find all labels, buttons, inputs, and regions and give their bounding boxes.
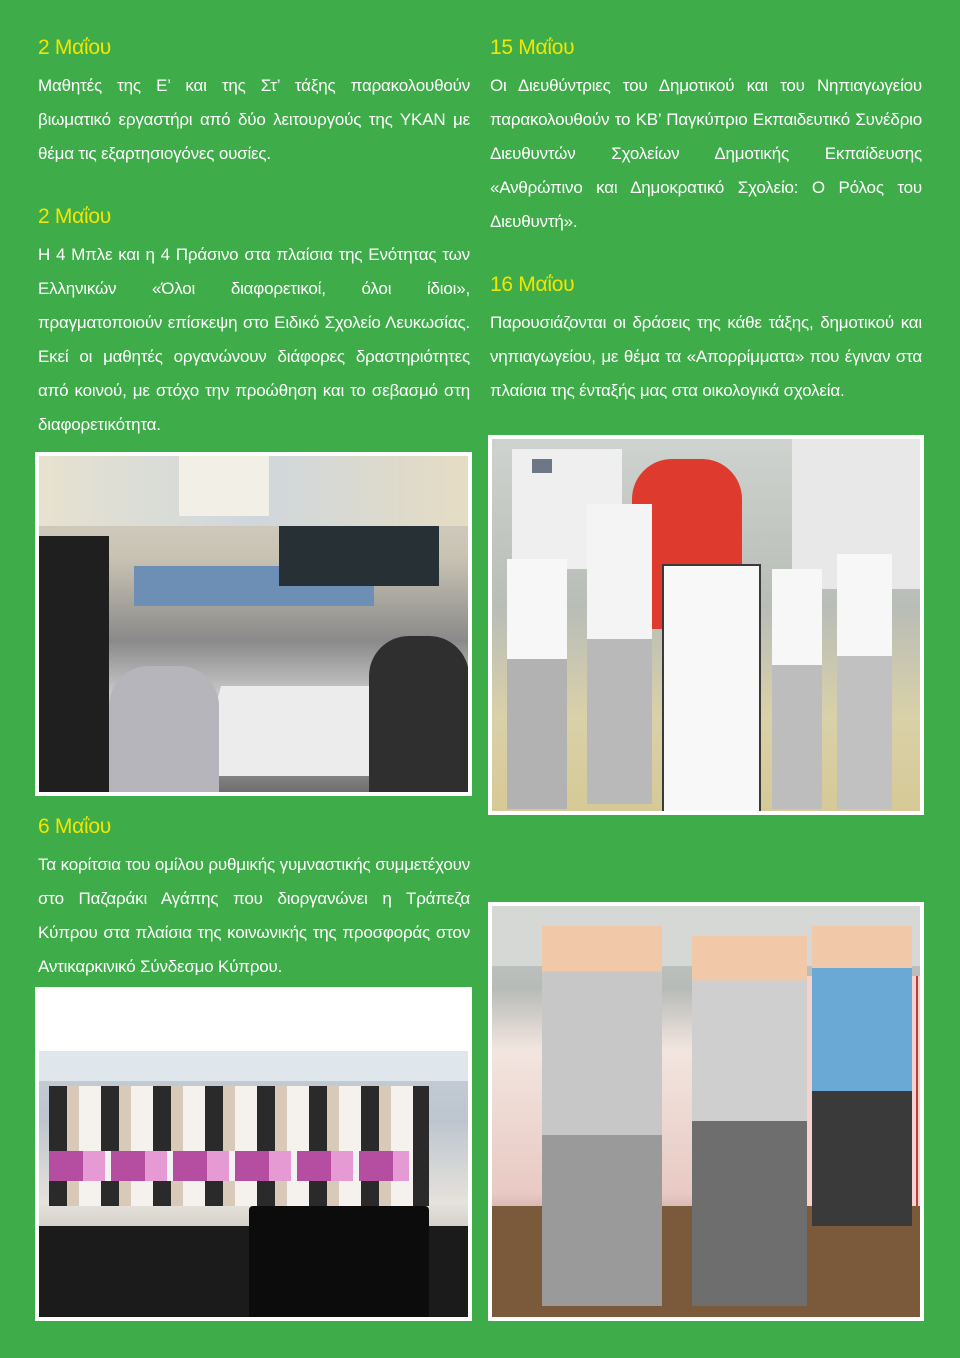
section-may2-workshop (38, 36, 470, 171)
section-may16 (490, 273, 922, 408)
section-heading: 16 Μαΐου (490, 273, 575, 296)
section-heading: 2 Μαΐου (38, 36, 111, 59)
section-heading: 6 Μαΐου (38, 815, 111, 838)
photo-recycling-presentation (488, 435, 924, 815)
photo-classroom-workshop (35, 452, 472, 796)
photo-rhythmic-gymnastics (35, 987, 472, 1321)
section-may6 (38, 815, 470, 984)
section-heading: 15 Μαΐου (490, 36, 575, 59)
section-text: Οι Διευθύντριες του Δημοτικού και του Νηπιαγωγείου παρακολουθούν το ΚΒ’ Παγκύπριο Εκπαιδευτικό Συνέδριο Διευθυντών Σχολείων Δημοτικής Εκπαίδευσης «Ανθρώπινο και Δημοκρατικό Σχολείο: Ο Ρόλος του Διευθυντή». (490, 76, 922, 231)
section-may15 (490, 36, 922, 239)
section-heading: 2 Μαΐου (38, 205, 111, 228)
photo-eco-school-kids (488, 902, 924, 1321)
section-text: Η 4 Μπλε και η 4 Πράσινο στα πλαίσια της Ενότητας των Ελληνικών «Όλοι διαφορετικοί, όλοι ίδιοι», πραγματοποιούν επίσκεψη στο Ειδικό Σχολείο Λευκωσίας. Εκεί οι μαθητές οργανώνουν διάφορες δραστηριότητες από κοινού, με στόχο την προώθηση και το σεβασμό στη διαφορετικότητα. (38, 245, 470, 434)
section-text: Τα κορίτσια του ομίλου ρυθμικής γυμναστικής συμμετέχουν στο Παζαράκι Αγάπης που διοργανώνει η Τράπεζα Κύπρου στα πλαίσια της κοινωνικής της προσφοράς στον Αντικαρκινικό Σύνδεσμο Κύπρου. (38, 855, 470, 976)
section-text: Παρουσιάζονται οι δράσεις της κάθε τάξης, δημοτικού και νηπιαγωγείου, με θέμα τα «Απορρίμματα» που έγιναν στα πλαίσια της ένταξής μας στα οικολογικά σχολεία. (490, 313, 922, 400)
section-text: Μαθητές της Ε’ και της Στ’ τάξης παρακολουθούν βιωματικό εργαστήρι από δύο λειτουργούς της ΥΚΑΝ με θέμα τις εξαρτησιογόνες ουσίες. (38, 76, 470, 163)
section-may2-visit (38, 205, 470, 442)
